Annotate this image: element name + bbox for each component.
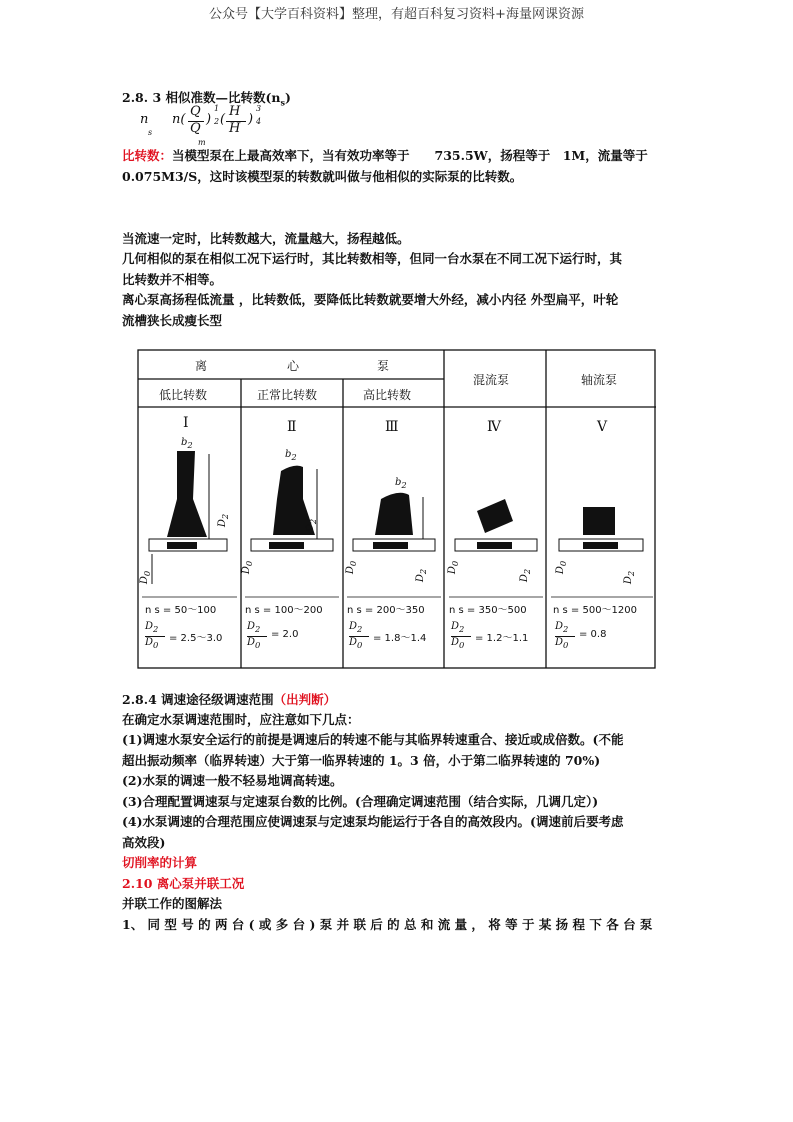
formula-qm: Q (190, 121, 201, 136)
speed-point: (4)水泵调速的合理范围应使调速泵与定速泵均能运行于各自的高效段内。(调速前后要考虑 (122, 814, 624, 829)
roman-3: Ⅲ (385, 419, 399, 435)
label-d2: $D_2$ (415, 568, 429, 583)
paragraph-line: 几何相似的泵在相似工况下运行时，其比转数相等，但同一台水泵在不同工况下运行时，其 (122, 251, 623, 266)
label-d2: $D_2$ (623, 570, 637, 585)
formula-ns: n (140, 112, 149, 127)
definition-line-2: 0.075M3/S，这时该模型泵的转数就叫做与他相似的实际泵的比转数。 (122, 169, 523, 184)
roman-2: Ⅱ (287, 419, 297, 435)
ns-range-2: n s = 100～200 (245, 605, 323, 616)
label-b2: $b_2$ (285, 449, 297, 462)
paragraph-line: 当流速一定时，比转数越大，流量越大，扬程越低。 (122, 231, 410, 246)
formula-half-num: 1 (214, 104, 220, 113)
subheader-high: 高比转数 (363, 388, 412, 402)
paragraph-line: 比转数并不相等。 (122, 272, 223, 287)
formula-hm: H (229, 121, 241, 136)
cut-rate-heading: 切削率的计算 (122, 855, 198, 870)
speed-point: (3)合理配置调速泵与定速泵台数的比例。(合理确定调速范围（结合实际，几调几定）) (122, 794, 599, 809)
paragraph-line: 离心泵高扬程低流量 ，比转数低，要降低比转数就要增大外经，减小内径 外型扁平，叶轮 (122, 292, 619, 307)
ns-range-3: n s = 200～350 (347, 605, 425, 616)
page-header: 公众号【大学百科资料】整理，有超百科复习资料+海量网课资源 (209, 7, 584, 22)
impeller-1-drawing (149, 451, 227, 584)
label-d2: $D_2$ (519, 568, 533, 583)
formula-paren-2: ( (220, 112, 226, 127)
roman-1: Ⅰ (183, 415, 189, 431)
speed-point: 高效段) (122, 835, 166, 850)
formula-n: n( (172, 112, 186, 127)
subheader-normal: 正常比转数 (257, 388, 318, 402)
formula-h-fraction-bar (226, 121, 246, 122)
impeller-4-drawing (455, 499, 537, 551)
formula-three: 3 (256, 104, 262, 113)
ns-range-4: n s = 350～500 (449, 605, 527, 616)
roman-4: Ⅳ (487, 419, 501, 435)
label-d0: $D_0$ (555, 560, 569, 575)
paragraph-line: 流槽狭长成瘦长型 (122, 313, 223, 328)
label-d0: $D_0$ (241, 560, 255, 575)
section-284-text: 2.8.4 调速途径级调速范围 (122, 692, 274, 707)
formula-half-den: 2 (214, 117, 220, 126)
label-d2: $D_2$ (217, 513, 231, 528)
specific-speed-formula (140, 104, 280, 148)
ns-range-5: n s = 500～1200 (553, 605, 637, 616)
section-284-note: （出判断） (273, 692, 337, 707)
speed-point: (2)水泵的调速一般不轻易地调高转速。 (122, 773, 343, 788)
pump-type-table: 离 心 泵 混流泵 轴流泵 低比转数 正常比转数 高比转数 Ⅰ Ⅱ Ⅲ Ⅳ Ⅴ $b_2$ $b_2$ $b_2$ $D_2$ $D_2$ $D_2$ $D_2$ $D_2$ $D_0$ $D_0$ $D_0$ $D_0$ $D_0$ n s = 50～100 n s = 100～200 n s = 200～350 n s = 350～500 n s = 500～1200 $D_2$ $D_0$ = 2.5～3.0 $D_2$ $D_0$ = 2.0 $D_2$ $D_0$ = 1.8～1.4 $D_2$ $D_0$ = 1.2～1.1 $D_2$ $D_0$ = 0.8 (137, 349, 656, 669)
subheader-low: 低比转数 (159, 388, 208, 402)
formula-h: H (229, 104, 241, 119)
header-centrifugal-3: 泵 (377, 359, 390, 373)
speed-point: (1)调速水泵安全运行的前提是调速后的转速不能与其临界转速重合、接近或成倍数。(不能 (122, 732, 624, 747)
formula-q-fraction-bar (188, 121, 204, 122)
definition-text-1: 当模型泵在上最高效率下，当有效功率等于 735.5W，扬程等于 1M，流量等于 (172, 148, 648, 163)
label-d0: $D_0$ (345, 560, 359, 575)
formula-paren-3: ) (248, 112, 254, 127)
section-title-end: ) (285, 90, 291, 105)
header-mixed-flow: 混流泵 (473, 373, 510, 387)
impeller-5-drawing (559, 507, 643, 551)
parallel-line: 1、 同 型 号 的 两 台 ( 或 多 台 ) 泵 并 联 后 的 总 和 流 量 ， 将 等 于 某 扬 程 下 各 台 泵 (122, 917, 653, 932)
formula-m-sub: m (198, 138, 206, 147)
section-2-10-title: 2.10 离心泵并联工况 (122, 876, 245, 891)
definition-line-1 (122, 146, 648, 166)
formula-ns-sub: s (148, 128, 153, 137)
formula-four: 4 (256, 117, 262, 126)
speed-point: 超出振动频率（临界转速）大于第一临界转速的 1。3 倍，小于第二临界转速的 70%) (122, 753, 601, 768)
label-d2: $D_2$ (305, 518, 319, 533)
section-title-text: 2.8. 3 相似准数—比转数(n (122, 90, 281, 105)
impeller-2-drawing (251, 466, 333, 551)
impeller-3-drawing (353, 493, 435, 551)
parallel-title: 并联工作的图解法 (122, 896, 223, 911)
ns-range-1: n s = 50～100 (145, 605, 217, 616)
roman-5: Ⅴ (597, 419, 608, 435)
formula-paren-1: ) (206, 112, 212, 127)
formula-q: Q (190, 104, 201, 119)
speed-point: 在确定水泵调速范围时，应注意如下几点： (122, 712, 360, 727)
label-b2: $b_2$ (181, 437, 193, 450)
definition-label: 比转数： (122, 148, 173, 163)
header-centrifugal-2: 心 (287, 359, 300, 373)
label-b2: $b_2$ (395, 477, 407, 490)
label-d0: $D_0$ (447, 560, 461, 575)
section-2-8-4-title (122, 690, 336, 708)
label-d0: $D_0$ (139, 570, 153, 585)
header-centrifugal-1: 离 (195, 359, 208, 373)
section-title-sub: s (280, 97, 286, 108)
header-axial-flow: 轴流泵 (581, 373, 618, 387)
